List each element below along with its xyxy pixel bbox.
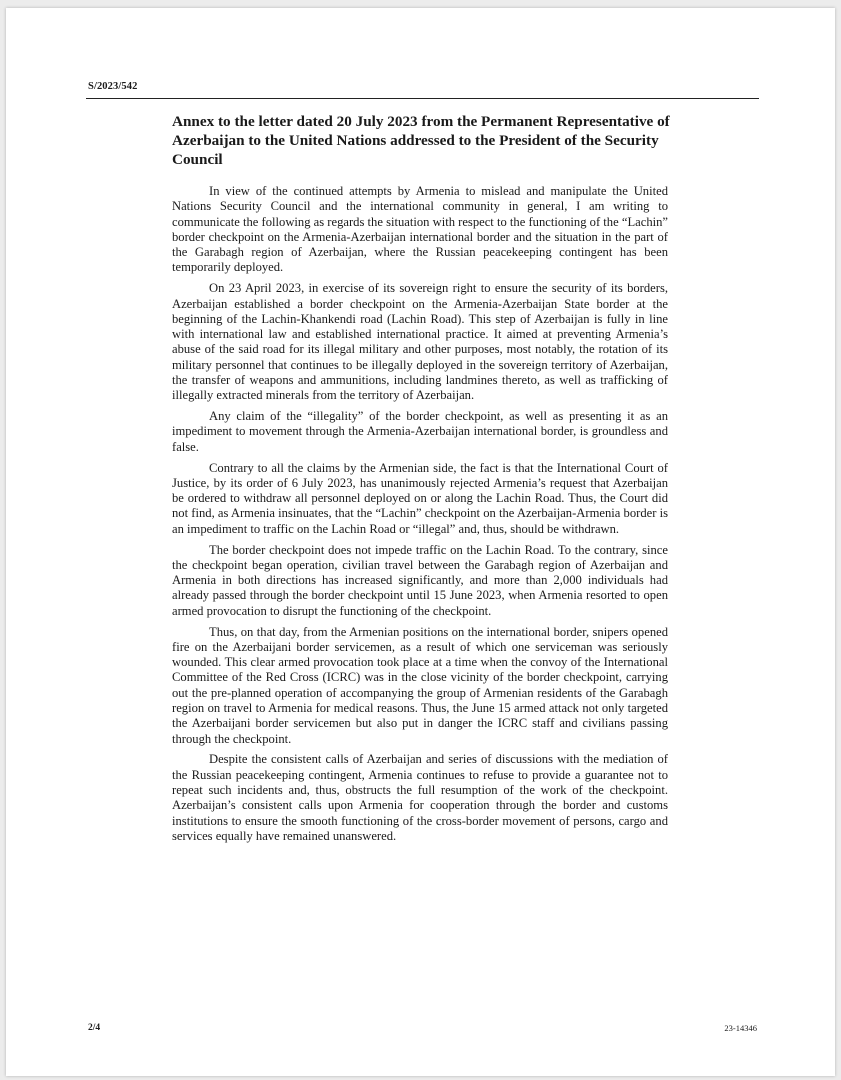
document-symbol: S/2023/542 xyxy=(88,81,138,92)
document-page xyxy=(6,8,835,1076)
header-divider xyxy=(86,98,759,99)
paragraph: The border checkpoint does not impede traffic on the Lachin Road. To the contrary, since the checkpoint began operation, civilian travel between the Garabagh region of Azerbaijan and Armenia in both directions has increased significantly, and more than 2,000 individuals had already passed through the border checkpoint until 15 June 2023, when Armenia resorted to open armed provocation to disrupt the functioning of the checkpoint. xyxy=(172,542,668,618)
paragraph: In view of the continued attempts by Armenia to mislead and manipulate the United Nations Security Council and the international community in general, I am writing to communicate the following as regards the situation with respect to the functioning of the “Lachin” border checkpoint on the Armenia-Azerbaijan international border and the situation in the part of the Garabagh region of Azerbaijan, where the Russian peacekeeping contingent has been temporarily deployed. xyxy=(172,184,668,275)
paragraph: Despite the consistent calls of Azerbaijan and series of discussions with the mediation of the Russian peacekeeping contingent, Armenia continues to refuse to provide a guarantee not to repeat such incidents and, thus, obstructs the full resumption of the work of the checkpoint. Azerbaijan’s consistent calls upon Armenia for cooperation through the border and customs institutions to ensure the smooth functioning of the cross-border movement of persons, cargo and services equally have remained unanswered. xyxy=(172,752,668,843)
paragraph: Contrary to all the claims by the Armenian side, the fact is that the International Court of Justice, by its order of 6 July 2023, has unanimously rejected Armenia’s request that Azerbaijan be ordered to withdraw all personnel deployed on or along the Lachin Road. Thus, the Court did not find, as Armenia insinuates, that the “Lachin” checkpoint on the Azerbaijan-Armenia border is an impediment to traffic on the Lachin Road or “illegal” and, thus, should be withdrawn. xyxy=(172,460,668,536)
paragraph: Thus, on that day, from the Armenian positions on the international border, snipers opened fire on the Azerbaijani border servicemen, as a result of which one serviceman was seriously wounded. This clear armed provocation took place at a time when the convoy of the International Committee of the Red Cross (ICRC) was in the close vicinity of the border checkpoint, carrying out the pre-planned operation of accompanying the group of Armenian residents of the Garabagh region on travel to Armenia for medical reasons. Thus, the June 15 armed attack not only targeted the Azerbaijani border servicemen but also put in danger the ICRC staff and civilians passing through the checkpoint. xyxy=(172,624,668,746)
paragraph: On 23 April 2023, in exercise of its sovereign right to ensure the security of its borders, Azerbaijan established a border checkpoint on the Armenia-Azerbaijan State border at the beginning of the Lachin-Khankendi road (Lachin Road). This step of Azerbaijan is fully in line with international law and established international practice. It aimed at preventing Armenia’s abuse of the said road for its illegal military and other purposes, most notably, the rotation of its military personnel that continues to be illegally deployed in the sovereign territory of Azerbaijan, the transfer of weapons and ammunitions, including landmines thereto, as well as trafficking of illegally extracted minerals from the territory of Azerbaijan. xyxy=(172,281,668,403)
paragraph: Any claim of the “illegality” of the border checkpoint, as well as presenting it as an impediment to movement through the Armenia-Azerbaijan international border, is groundless and false. xyxy=(172,409,668,454)
annex-title: Annex to the letter dated 20 July 2023 from the Permanent Representative of Azerbaijan to the United Nations addressed to the President of the Security Council xyxy=(172,113,670,168)
document-code: 23-14346 xyxy=(724,1023,757,1033)
page-number: 2/4 xyxy=(88,1023,101,1033)
annex-body xyxy=(172,184,668,850)
